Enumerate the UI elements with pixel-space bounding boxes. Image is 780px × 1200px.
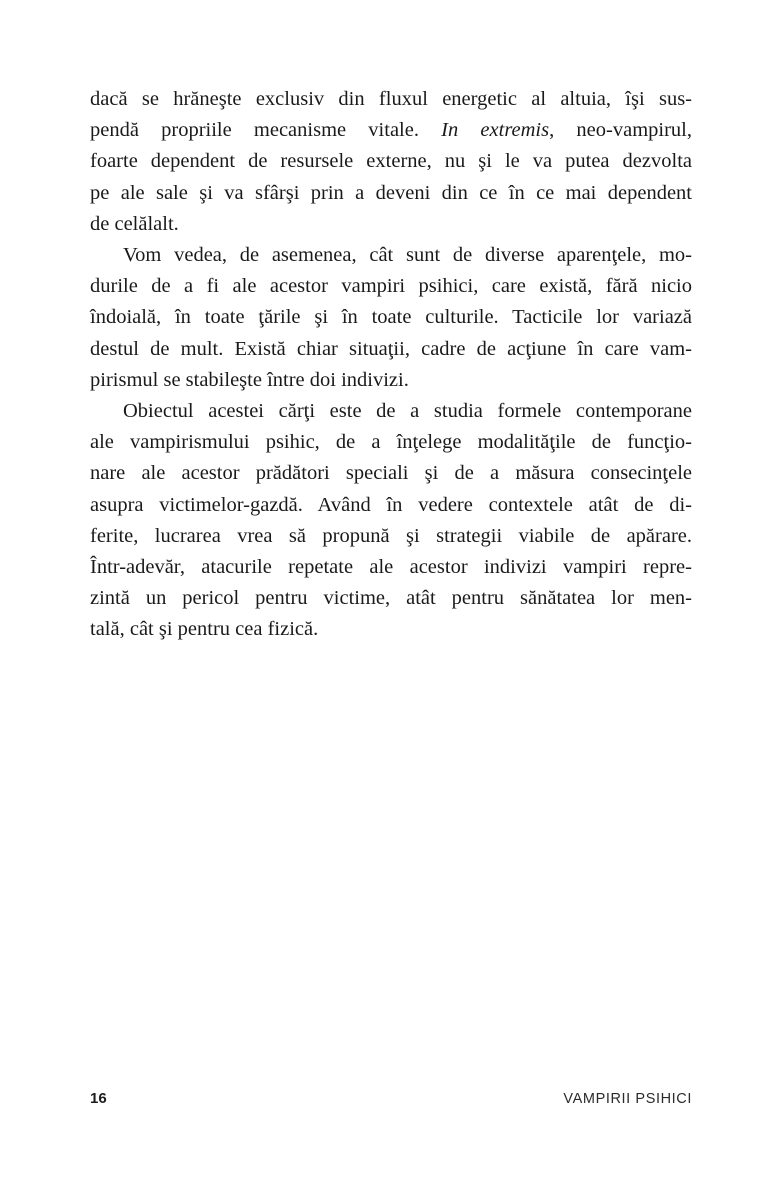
text-line: ferite, lucrarea vrea să propună şi strategii viabile de apărare. — [90, 524, 692, 547]
text-line: zintă un pericol pentru victime, atât pentru sănătatea lor men- — [90, 587, 692, 610]
paragraph — [90, 240, 692, 396]
text-line: foarte dependent de resursele externe, nu şi le va putea dezvolta — [90, 150, 692, 173]
text-line: Într-adevăr, atacurile repetate ale acestor indivizi vampiri repre- — [90, 556, 692, 579]
text-line: asupra victimelor-gazdă. Având în vedere contextele atât de di- — [90, 493, 692, 516]
paragraph — [90, 396, 692, 646]
text-line: nare ale acestor prădători speciali şi de a măsura consecinţele — [90, 462, 692, 485]
text-line: tală, cât şi pentru cea fizică. — [90, 618, 319, 641]
text-line: Obiectul acestei cărţi este de a studia formele contemporane — [123, 400, 692, 423]
page-number: 16 — [90, 1090, 107, 1107]
text-line: de celălalt. — [90, 212, 179, 235]
text-line: pe ale sale şi va sfârşi prin a deveni din ce în ce mai dependent — [90, 181, 692, 204]
text-line: îndoială, în toate ţările şi în toate culturile. Tacticile lor variază — [90, 306, 692, 329]
text-block — [90, 84, 692, 646]
page-footer — [90, 1090, 692, 1107]
text-line: durile de a fi ale acestor vampiri psihici, care există, fără nicio — [90, 275, 692, 298]
text-line: pirismul se stabileşte între doi indivizi. — [90, 368, 409, 391]
text-line: ale vampirismului psihic, de a înţelege modalităţile de funcţio- — [90, 431, 692, 454]
running-title: VAMPIRII PSIHICI — [563, 1091, 692, 1107]
text-line: destul de mult. Există chiar situaţii, cadre de acţiune în care vam- — [90, 337, 692, 360]
text-line: Vom vedea, de asemenea, cât sunt de diverse aparenţele, mo- — [123, 244, 692, 267]
text-line: pendă propriile mecanisme vitale. In extremis, neo-vampirul, — [90, 119, 692, 142]
paragraph — [90, 84, 692, 240]
text-line: dacă se hrăneşte exclusiv din fluxul energetic al altuia, îşi sus- — [90, 88, 692, 110]
